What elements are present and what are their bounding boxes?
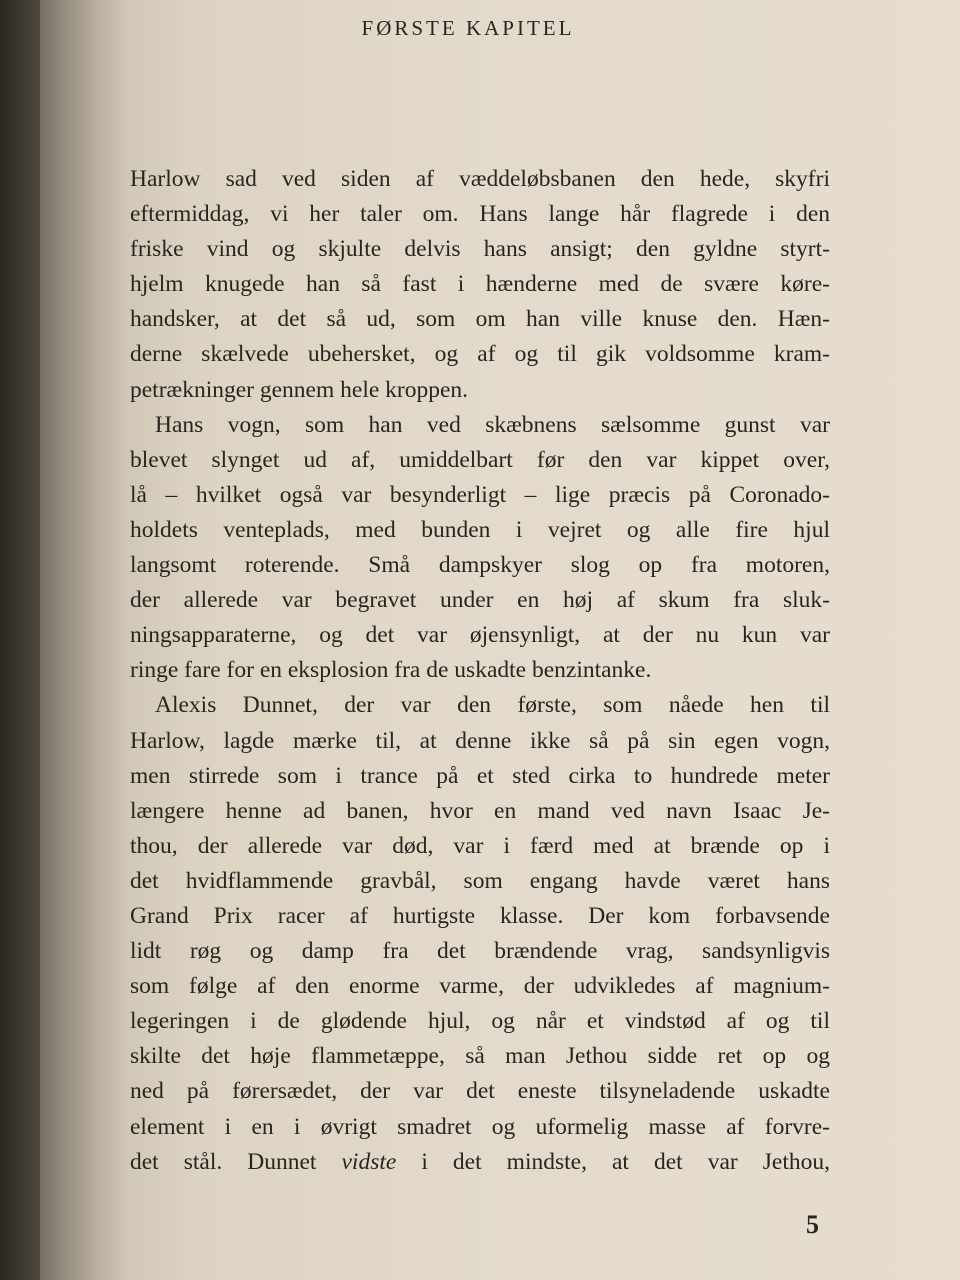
text-line-content: blevet slynget ud af, umiddelbart før den var kippet over, [130,446,830,473]
paragraph-1 [130,162,830,408]
text-line-content: Harlow sad ved siden af væddeløbsbanen den hede, skyfri [130,166,830,192]
text-line-content: Alexis Dunnet, der var den første, som nåede hen til [155,692,830,719]
text-line-content: eftermiddag, vi her taler om. Hans lange hår flagrede i den [130,201,830,228]
text-line [130,969,830,1004]
text-line [130,408,830,443]
paragraph-3 [130,688,830,1144]
text-line [130,1004,830,1039]
italic-text: vidste [341,1148,397,1175]
text-line [130,1145,830,1180]
chapter-heading [0,16,960,41]
text-line [130,1039,830,1074]
text-line-content: længere henne ad banen, hvor en mand ved navn Isaac Je- [130,797,830,824]
paragraph-2 [130,408,830,689]
text-segment: i det mindste, at det var Jethou, [396,1148,830,1175]
text-line-content: lidt røg og damp fra det brændende vrag, sandsynligvis [130,938,830,965]
text-line-content: ningsapparaterne, og det var øjensynligt, at der nu kun var [130,622,830,649]
text-line [130,1110,830,1145]
text-line [130,162,830,197]
page-gutter-shadow [0,0,40,1280]
text-line [130,794,830,829]
text-line-content: ringe fare for en eksplosion fra de uskadte benzintanke. [130,657,652,684]
text-line-content: det hvidflammende gravbål, som engang havde været hans [130,867,830,894]
chapter-heading-text: FØRSTE KAPITEL [361,16,575,40]
text-line-content: Hans vogn, som han ved skæbnens sælsomme gunst var [155,411,830,438]
text-line-content: Harlow, lagde mærke til, at denne ikke så på sin egen vogn, [130,727,830,754]
text-line [130,934,830,969]
text-line-content: derne skælvede ubehersket, og af og til gik voldsomme kram- [130,341,830,368]
text-line [130,548,830,583]
text-line [130,829,830,864]
text-line [130,232,830,267]
text-line [130,759,830,794]
text-line-content: lå – hvilket også var besynderligt – lige præcis på Coronado- [130,481,830,508]
text-line [130,864,830,899]
text-line-content: men stirrede som i trance på et sted cirka to hundrede meter [130,762,830,789]
text-line [130,724,830,759]
text-line-content: ned på førersædet, der var det eneste tilsyneladende uskadte [130,1078,830,1105]
text-line [130,478,830,513]
page-number: 5 [806,1210,819,1239]
text-line [130,688,830,723]
text-line-content: langsomt roterende. Små dampskyer slog op fra motoren, [130,552,830,579]
text-line-content: element i en i øvrigt smadret og uformelig masse af forvre- [130,1113,830,1140]
text-line [130,618,830,653]
text-line [130,583,830,618]
text-segment: det stål. Dunnet [130,1148,342,1175]
text-line-content: Grand Prix racer af hurtigste klasse. Der kom forbavsende [130,902,830,929]
text-line [130,337,830,372]
text-line-content: petrækninger gennem hele kroppen. [130,376,469,403]
text-line-content: der allerede var begravet under en høj af skum fra sluk- [130,587,830,614]
text-line-content: hjelm knugede han så fast i hænderne med de svære køre- [130,271,830,298]
text-line-content: thou, der allerede var død, var i færd med at brænde op i [130,832,830,859]
text-line [130,1074,830,1109]
text-line-content: friske vind og skjulte delvis hans ansigt; den gyldne styrt- [130,236,830,263]
text-line [130,302,830,337]
text-line [130,443,830,478]
body-text [130,162,830,1180]
text-line-content: legeringen i de glødende hjul, og når et vindstød af og til [130,1008,830,1035]
text-line-content: handsker, at det så ud, som om han ville knuse den. Hæn- [130,306,830,333]
text-line [130,267,830,302]
text-line-content: skilte det høje flammetæppe, så man Jethou sidde ret op og [130,1043,830,1070]
text-line-content: som følge af den enorme varme, der udvikledes af magnium- [130,973,830,1000]
text-line [130,899,830,934]
text-line [130,197,830,232]
text-line [130,373,830,408]
text-line-content: holdets venteplads, med bunden i vejret og alle fire hjul [130,516,830,543]
text-line [130,653,830,688]
text-line [130,513,830,548]
